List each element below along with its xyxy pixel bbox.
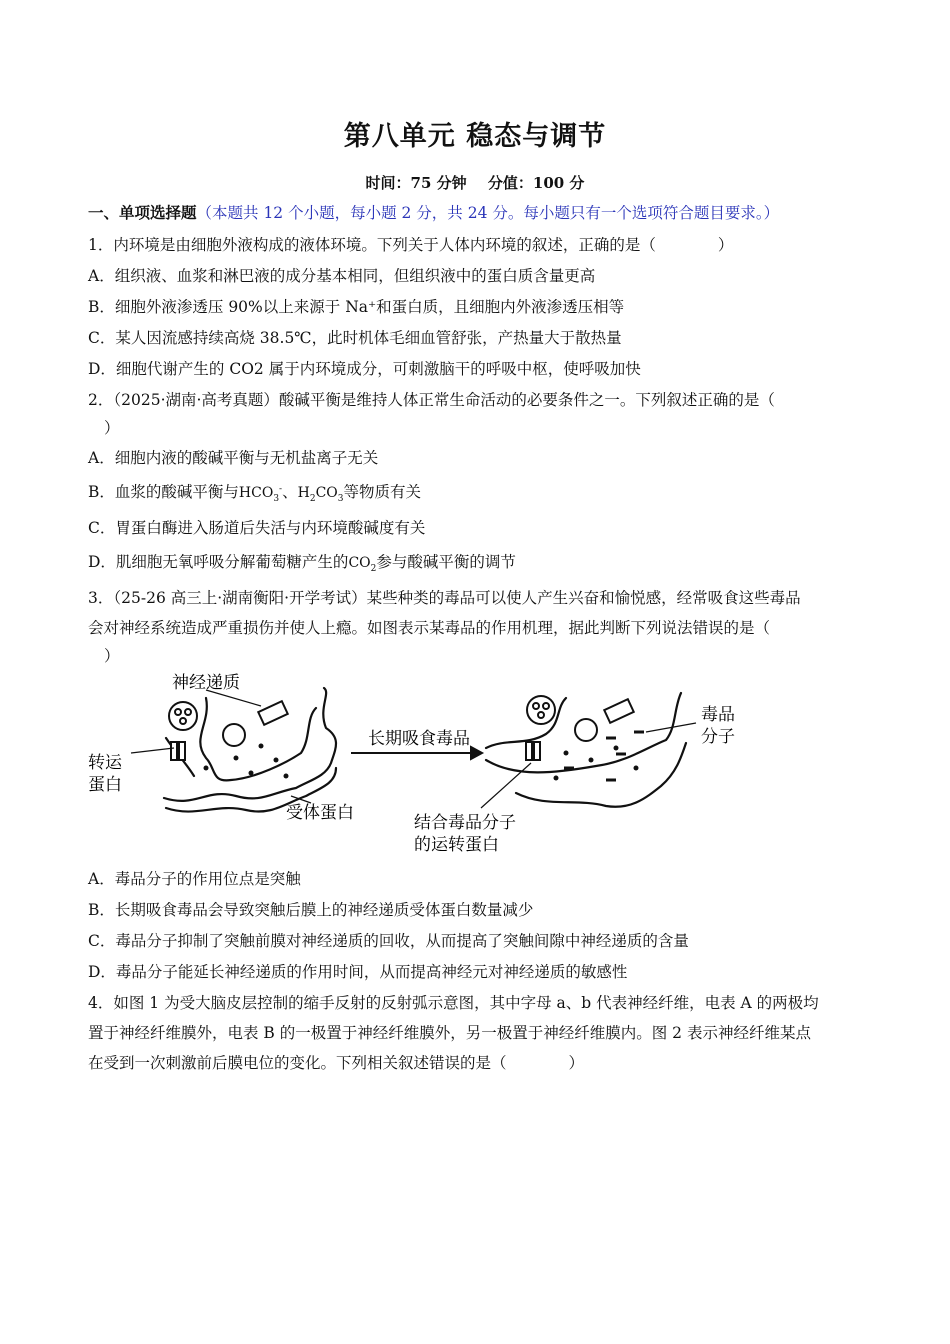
formula-text: H xyxy=(297,485,310,501)
q2-option-c: C．胃蛋白酶进入肠道后失活与内环境酸碱度有关 xyxy=(88,519,426,537)
q1-option-c: C．某人因流感持续高烧 38.5℃，此时机体毛细血管舒张，产热量大于散热量 xyxy=(88,329,622,347)
section-note: （本题共 12 个小题，每小题 2 分，共 24 分。每小题只有一个选项符合题目要求。） xyxy=(196,204,780,222)
option-sep: 、 xyxy=(282,483,298,501)
formula-text: CO xyxy=(348,555,371,571)
question-number: 4． xyxy=(88,994,114,1012)
page-title: 第八单元 稳态与调节 xyxy=(343,121,607,152)
question-4-line-2: 置于神经纤维膜外，电表 B 的一极置于神经纤维膜外，另一极置于神经纤维膜内。图 2 表示神经纤维某点 xyxy=(88,1024,811,1042)
q3-option-b: B．长期吸食毒品会导致突触后膜上的神经递质受体蛋白数量减少 xyxy=(88,901,534,919)
question-number: 2． xyxy=(88,391,114,409)
formula-sub: 2 xyxy=(370,563,377,574)
vesicle-fusing-left xyxy=(223,724,245,746)
receptor-cluster-right xyxy=(604,699,633,723)
question-2-stem xyxy=(88,388,775,410)
formula-sub: 3 xyxy=(337,493,344,504)
option-text: 参与酸碱平衡的调节 xyxy=(376,553,516,571)
presynaptic-membrane-left xyxy=(200,698,316,780)
postsynaptic-membrane-right xyxy=(516,743,686,807)
q1-option-b: B．细胞外液渗透压 90%以上来源于 Na⁺和蛋白质，且细胞内外液渗透压相等 xyxy=(88,298,625,316)
label-drug-1: 毒品 xyxy=(701,705,735,725)
label-transporter-1: 转运 xyxy=(88,753,122,773)
option-text: B．血浆的酸碱平衡与 xyxy=(88,483,239,501)
question-text: （25-26 高三上·湖南衡阳·开学考试）某些种类的毒品可以使人产生兴奋和愉悦感，经常吸食这些毒品 xyxy=(113,589,801,607)
label-long-term: 长期吸食毒品 xyxy=(368,729,470,749)
q1-option-a: A．组织液、血浆和淋巴液的成分基本相同，但组织液中的蛋白质含量更高 xyxy=(88,267,596,285)
q3-option-c: C．毒品分子抑制了突触前膜对神经递质的回收，从而提高了突触间隙中神经递质的含量 xyxy=(88,932,689,950)
question-text: 如图 1 为受大脑皮层控制的缩手反射的反射弧示意图，其中字母 a、b 代表神经纤维，电表 A 的两极均 xyxy=(113,994,819,1012)
question-2-stem-end: ） xyxy=(104,419,120,437)
q2-option-b xyxy=(88,480,421,504)
formula-hco3 xyxy=(238,484,283,504)
transporter-protein-left xyxy=(171,742,177,760)
label-drug-2: 分子 xyxy=(701,727,735,747)
q2-option-a: A．细胞内液的酸碱平衡与无机盐离子无关 xyxy=(88,449,379,467)
synapse-figure xyxy=(86,668,786,858)
question-3-stem-2: 会对神经系统造成严重损伤并使人上瘾。如图表示某毒品的作用机理，据此判断下列说法错误的是（ xyxy=(88,619,771,637)
exam-meta xyxy=(0,172,950,193)
question-text: （2025·湖南·高考真题）酸碱平衡是维持人体正常生命活动的必要条件之一。下列叙述正确的是（ xyxy=(113,391,775,409)
question-3-stem xyxy=(88,586,801,608)
question-1-stem xyxy=(88,233,733,255)
q3-option-d: D．毒品分子能延长神经递质的作用时间，从而提高神经元对神经递质的敏感性 xyxy=(88,963,628,981)
label-bound-1: 结合毒品分子 xyxy=(414,813,516,833)
question-number: 1． xyxy=(88,236,114,254)
label-receptor: 受体蛋白 xyxy=(286,803,354,823)
q2-option-d xyxy=(88,550,516,574)
q3-option-a: A．毒品分子的作用位点是突触 xyxy=(88,870,301,888)
formula-co2 xyxy=(348,555,377,574)
formula-h2co3 xyxy=(297,485,344,504)
receptor-cluster-left xyxy=(258,701,287,725)
option-text: 等物质有关 xyxy=(343,483,422,501)
exam-score: 分值：100 分 xyxy=(487,174,585,192)
question-4-line-3: 在受到一次刺激前后膜电位的变化。下列相关叙述错误的是（ ） xyxy=(88,1054,585,1072)
vesicle-fusing-right xyxy=(575,719,597,741)
question-number: 3． xyxy=(88,589,114,607)
vesicle-right xyxy=(527,696,555,724)
formula-sub: 2 xyxy=(309,493,316,504)
q1-option-d: D．细胞代谢产生的 CO2 属于内环境成分，可刺激脑干的呼吸中枢，使呼吸加快 xyxy=(88,360,641,378)
question-text: 内环境是由细胞外液构成的液体环境。下列关于人体内环境的叙述，正确的是（ ） xyxy=(113,236,734,254)
transporter-protein-right xyxy=(526,742,532,760)
option-text: D．肌细胞无氧呼吸分解葡萄糖产生的 xyxy=(88,553,349,571)
vesicle-left xyxy=(169,702,197,730)
formula-text: CO xyxy=(315,485,338,501)
section-title: 一、单项选择题 xyxy=(88,203,197,222)
formula-sub: 3 xyxy=(273,493,280,504)
formula-sup: - xyxy=(279,484,283,495)
section-header xyxy=(88,201,779,223)
exam-time: 时间：75 分钟 xyxy=(365,174,467,192)
label-transporter-2: 蛋白 xyxy=(88,775,122,795)
label-neurotransmitter: 神经递质 xyxy=(172,673,240,693)
question-4-stem xyxy=(88,991,819,1013)
question-3-stem-end: ） xyxy=(104,647,120,665)
label-bound-2: 的运转蛋白 xyxy=(414,835,499,855)
formula-text: HCO xyxy=(238,485,274,501)
